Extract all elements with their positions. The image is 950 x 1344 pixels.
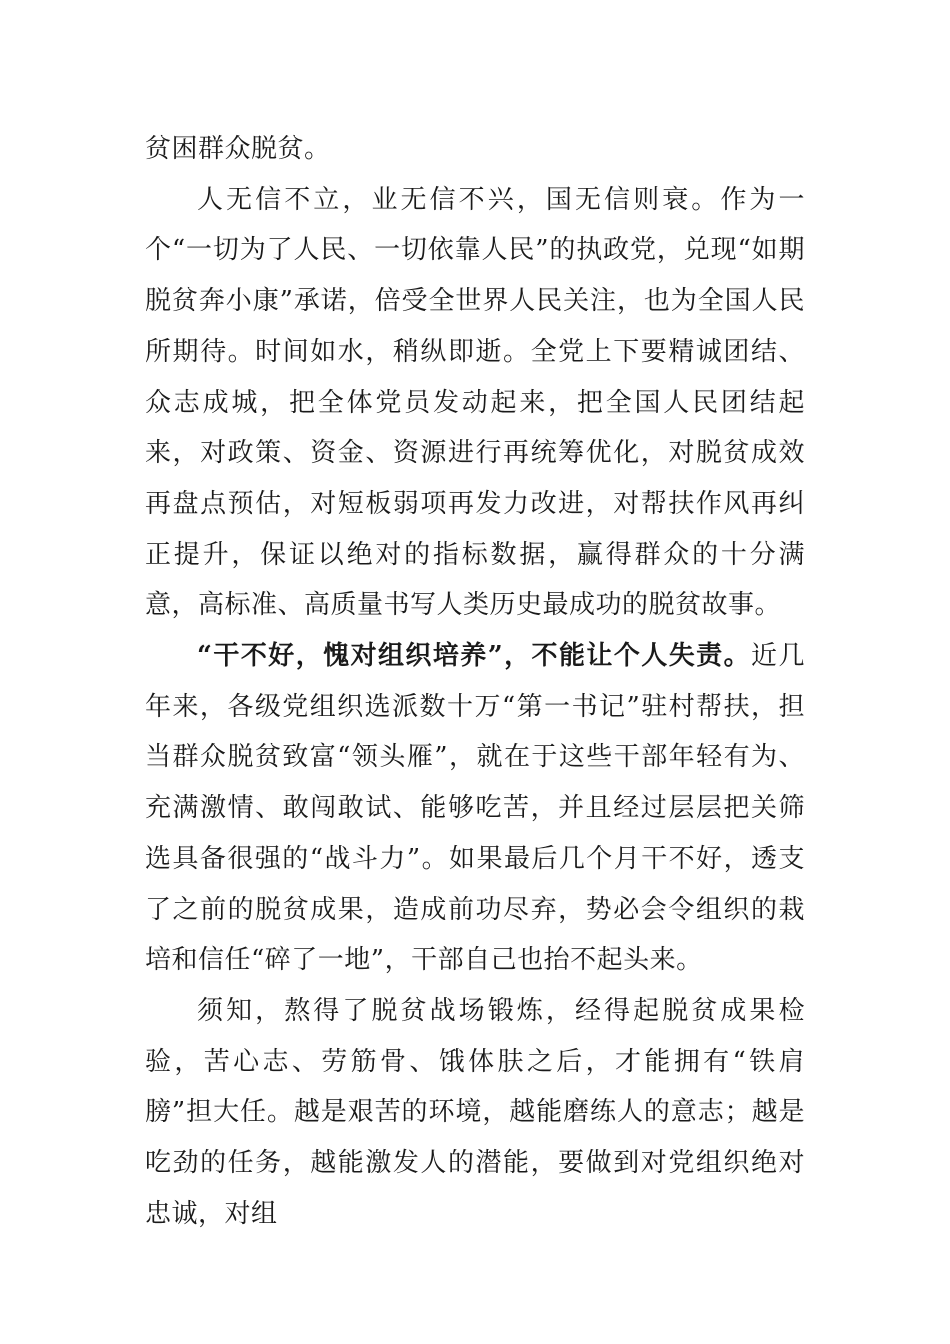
- paragraph-credibility: [145, 175, 805, 631]
- paragraph-tempering: [145, 986, 805, 1240]
- paragraph-text: 贫困群众脱贫。: [145, 134, 331, 164]
- paragraph-continuation: [145, 124, 805, 175]
- paragraph-text: 须知，熬得了脱贫战场锻炼，经得起脱贫成果检验，苦心志、劳筋骨、饿体肤之后，才能拥有“铁肩膀”担大任。越是艰苦的环境，越能磨练人的意志；越是吃劲的任务，越能激发人的潜能，要做到对党组织绝对忠诚，对组: [145, 995, 805, 1229]
- paragraph-organization: [145, 631, 805, 986]
- paragraph-text: 人无信不立，业无信不兴，国无信则衰。作为一个“一切为了人民、一切依靠人民”的执政党，兑现“如期脱贫奔小康”承诺，倍受全世界人民关注，也为全国人民所期待。时间如水，稍纵即逝。全党上下要精诚团结、众志成城，把全体党员发动起来，把全国人民团结起来，对政策、资金、资源进行再统筹优化，对脱贫成效再盘点预估，对短板弱项再发力改进，对帮扶作风再纠正提升，保证以绝对的指标数据，赢得群众的十分满意，高标准、高质量书写人类历史最成功的脱贫故事。: [145, 184, 805, 621]
- paragraph-text: 近几年来，各级党组织选派数十万“第一书记”驻村帮扶，担当群众脱贫致富“领头雁”，就在于这些干部年轻有为、充满激情、敢闯敢试、能够吃苦，并且经过层层把关筛选具备很强的“战斗力”。如果最后几个月干不好，透支了之前的脱贫成果，造成前功尽弃，势必会令组织的栽培和信任“碎了一地”，干部自己也抬不起头来。: [145, 641, 805, 976]
- paragraph-bold-lead: “干不好，愧对组织培养”，不能让个人失责。: [197, 641, 752, 672]
- document-page: [145, 124, 805, 1239]
